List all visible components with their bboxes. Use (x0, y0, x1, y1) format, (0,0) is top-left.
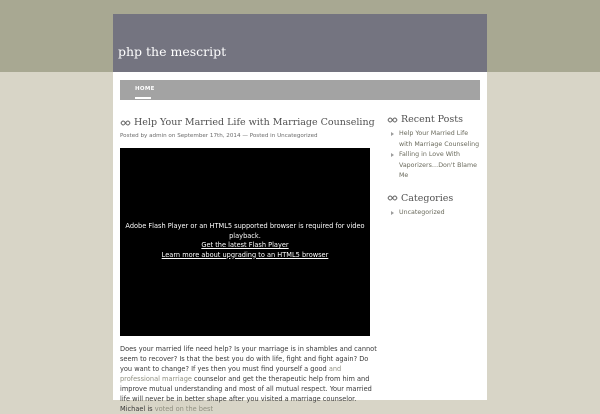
video-fallback-message (120, 222, 370, 260)
body-text-2: counselor and get the therapeutic help from him and improve mutual understanding and most of all mutual respect. Your married life will never be in better shape after you visited a marriage counselor. Michael is (120, 375, 372, 413)
site-title[interactable]: php the mescript (118, 44, 227, 59)
bullet-icon (391, 132, 394, 136)
post-date: September 17th, 2014 (177, 133, 241, 139)
post-meta (120, 133, 318, 139)
categories-widget (387, 193, 483, 219)
category-link[interactable]: Uncategorized (277, 133, 318, 139)
author-link[interactable]: admin (149, 133, 167, 139)
video-message-line2: playback. (229, 231, 261, 240)
recent-post-link-1[interactable]: Help Your Married Life with Marriage Counseling (399, 130, 480, 148)
html5-upgrade-link[interactable]: Learn more about upgrading to an HTML5 browser (161, 250, 329, 259)
bullet-icon (391, 153, 394, 157)
meta-on: on (166, 133, 178, 139)
categories-title (387, 193, 483, 204)
post-body (120, 344, 382, 414)
recent-posts-heading: Recent Posts (401, 114, 463, 125)
site-header (113, 14, 487, 72)
nav-active-indicator (135, 97, 151, 99)
flourish-icon (387, 116, 398, 124)
meta-posted-in: — Posted in (240, 133, 278, 139)
body-link-2[interactable]: voted on the best (154, 405, 214, 413)
body-text-1: Does your married life need help? Is your marriage is in shambles and cannot seem to recover? Is that the best you do with life, fight and fight again? Do you want to change? If yes then you must find yourself a good (120, 345, 377, 373)
recent-post-link-2[interactable]: Falling in Love With Vaporizers…Don't Blame Me (399, 151, 478, 179)
list-item (387, 208, 483, 219)
bullet-icon (391, 211, 394, 215)
body-link-1[interactable]: and professional marriage (120, 365, 342, 383)
category-item-link[interactable]: Uncategorized (399, 208, 445, 216)
main-nav (120, 80, 480, 100)
sidebar (387, 114, 483, 218)
recent-posts-widget (387, 114, 483, 182)
meta-prefix: Posted by (120, 133, 150, 139)
flourish-icon (387, 194, 398, 202)
page-container (113, 14, 487, 413)
post-title-link[interactable]: Help Your Married Life with Marriage Counseling (134, 117, 375, 128)
nav-item-home[interactable]: HOME (135, 86, 155, 92)
video-message-line1: Adobe Flash Player or an HTML5 supported browser is required for video (125, 222, 365, 230)
video-player[interactable] (120, 148, 370, 336)
list-item (387, 129, 483, 150)
list-item (387, 150, 483, 182)
recent-posts-title (387, 114, 483, 125)
post-title (120, 117, 380, 128)
flourish-icon (120, 119, 131, 127)
categories-list (387, 208, 483, 219)
flash-player-link[interactable]: Get the latest Flash Player (201, 241, 289, 249)
categories-heading: Categories (401, 192, 454, 204)
recent-posts-list (387, 129, 483, 182)
